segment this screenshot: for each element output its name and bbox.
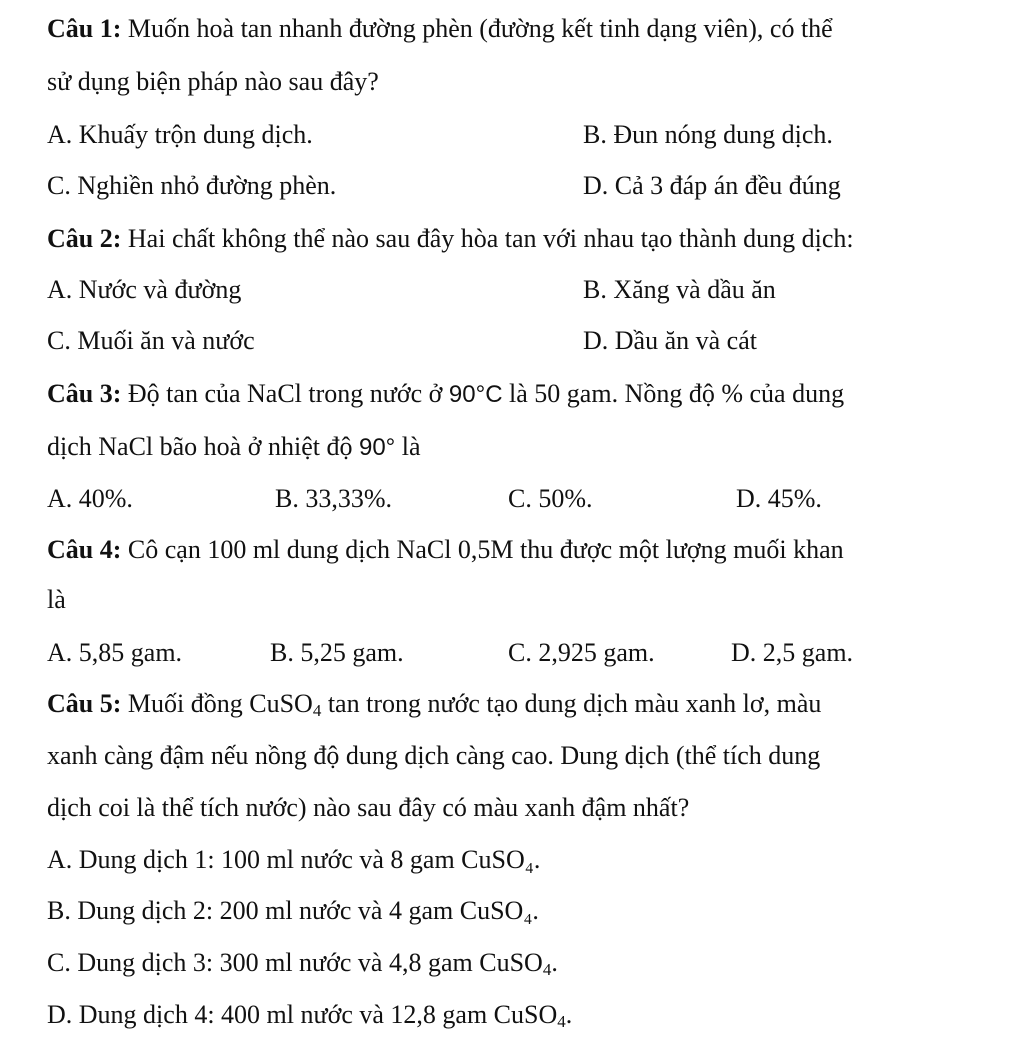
q5-option-c-end: . [551,948,558,977]
q3-text-line2-a: dịch NaCl bão hoà ở nhiệt độ [47,432,353,461]
q4-option-a: A. 5,85 gam. [47,638,183,667]
q4-option-d: D. 2,5 gam. [731,638,854,667]
q4-option-b: B. 5,25 gam. [270,638,404,667]
q5-line2 [47,739,984,773]
q1-option-c: C. Nghiền nhỏ đường phèn. [47,171,337,200]
q3-text-line1-a: Độ tan của NaCl trong nước ở [127,379,443,408]
q3-temp2: 90° [358,434,396,461]
q4-text-line2: là [47,585,66,614]
q5-option-b: B. Dung dịch 2: 200 ml nước và 4 gam CuSO₄. [47,896,539,925]
q5-text-line1-a: Muối đồng CuSO [127,689,313,718]
q5-text-line2: xanh càng đậm nếu nồng độ dung dịch càng cao. Dung dịch (thể tích dung [47,741,821,770]
q4-line1 [47,533,984,567]
q1-text-line2: sử dụng biện pháp nào sau đây? [47,67,379,96]
q5-label: Câu 5: [47,689,122,718]
q5-option-c-text: C. Dung dịch 3: 300 ml nước và 4,8 gam CuSO [47,948,543,977]
q3-option-d: D. 45%. [736,484,822,513]
q5-option-a: A. Dung dịch 1: 100 ml nước và 8 gam CuSO₄. [47,845,541,874]
q3-temp1: 90°C [448,381,503,408]
q5-option-c [47,946,558,980]
q3-option-b: B. 33,33%. [275,484,392,513]
q2-text-line1: Hai chất không thể nào sau đây hòa tan với nhau tạo thành dung dịch: [127,224,854,253]
q3-label: Câu 3: [47,379,122,408]
q2-option-d: D. Dầu ăn và cát [583,326,757,355]
q5-option-d-text: D. Dung dịch 4: 400 ml nước và 12,8 gam CuSO [47,1000,558,1029]
q5-text-line3: dịch coi là thể tích nước) nào sau đây có màu xanh đậm nhất? [47,793,690,822]
q2-option-b: B. Xăng và dầu ăn [583,275,776,304]
q5-subscript: 4 [312,701,322,720]
q1-text-line1: Muốn hoà tan nhanh đường phèn (đường kết tinh dạng viên), có thể [127,14,833,43]
q3-line1 [47,377,984,412]
q5-option-d [47,998,572,1032]
q5-option-d-end: . [565,1000,573,1029]
q4-option-c: C. 2,925 gam. [508,638,655,667]
q2-option-a: A. Nước và đường [47,275,242,304]
q3-text-line1-b: là 50 gam. Nồng độ % của dung [509,379,845,408]
q4-label: Câu 4: [47,535,122,564]
q1-option-b: B. Đun nóng dung dịch. [583,120,833,149]
q5-option-c-subscript: 4 [542,960,552,979]
q1-line1 [47,12,984,46]
q3-option-c: C. 50%. [508,484,593,513]
q2-line1 [47,222,984,256]
q1-option-a: A. Khuấy trộn dung dịch. [47,120,313,149]
q2-option-c: C. Muối ăn và nước [47,326,255,355]
q1-option-d: D. Cả 3 đáp án đều đúng [583,171,841,200]
q5-text-line1-b: tan trong nước tạo dung dịch màu xanh lơ, màu [327,689,822,718]
q2-label: Câu 2: [47,224,122,253]
q3-text-line2-b: là [401,432,421,461]
q5-option-d-subscript: 4 [557,1012,566,1031]
q3-line2 [47,430,984,465]
q3-option-a: A. 40%. [47,484,133,513]
q5-line1 [47,687,984,721]
q4-text-line1: Cô cạn 100 ml dung dịch NaCl 0,5M thu được một lượng muối khan [127,535,844,564]
q1-label: Câu 1: [47,14,122,43]
